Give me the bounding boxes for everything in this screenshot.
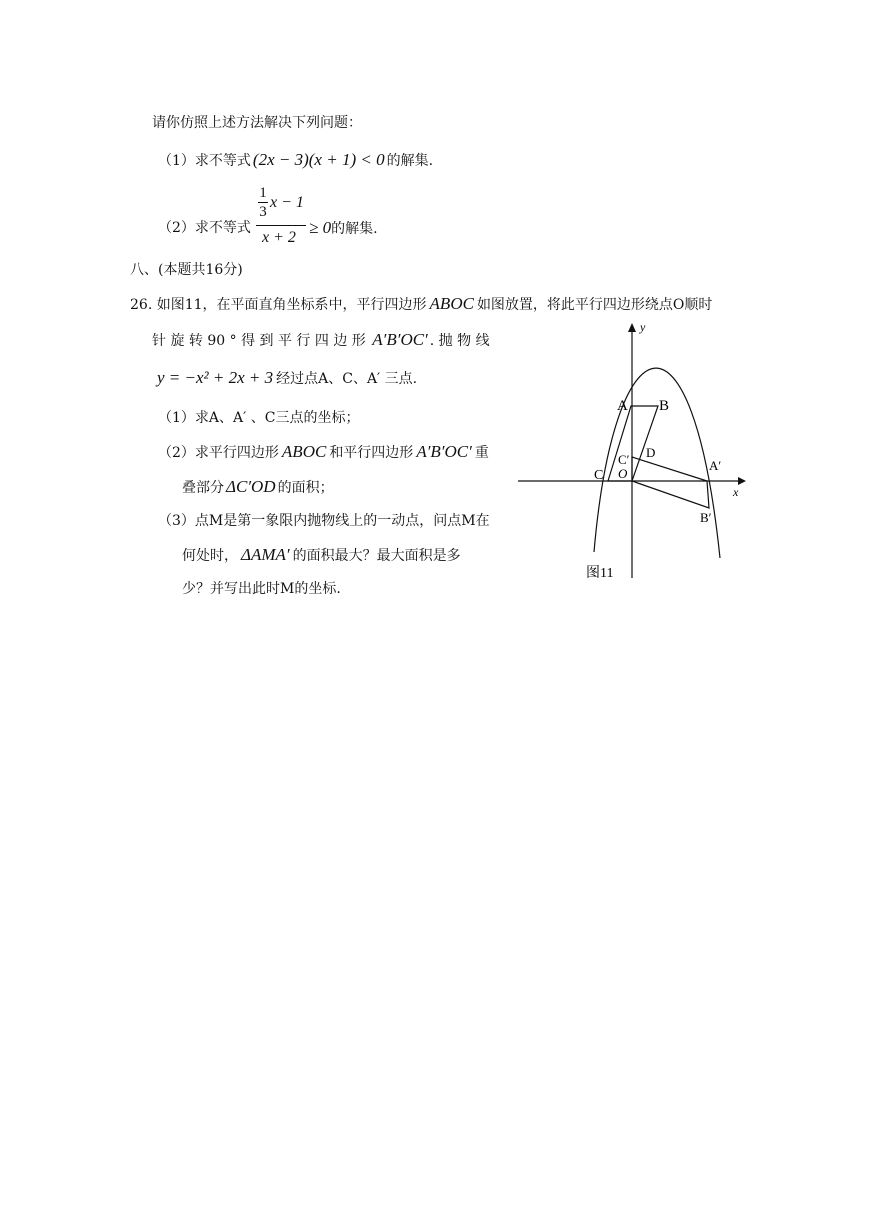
q25-part2-denominator: x + 2 <box>262 229 296 246</box>
q25-part2-one-third: 1 3 <box>259 185 267 220</box>
q25-part2-number: （2） <box>158 220 195 236</box>
q26-part3-triangle: ΔAMA′ <box>241 545 290 564</box>
q25-part2 <box>158 218 251 238</box>
label-x: x <box>733 485 739 499</box>
q26-stem-line3 <box>157 368 417 389</box>
q26-part2-prime: A′B′OC′ <box>416 442 472 461</box>
q25-part2-tail <box>309 218 378 239</box>
section-header: 八、(本题共16分) <box>130 262 243 278</box>
figure-11-svg <box>516 320 748 582</box>
intro-text: 请你仿照上述方法解决下列问题： <box>152 115 362 131</box>
q26-part2-mid: 和平行四边形 <box>329 445 414 461</box>
q26-part2-line2-post: 的面积； <box>277 480 334 496</box>
label-a: A <box>617 398 628 414</box>
q26-stem-prime: A′B′OC′ <box>372 330 428 349</box>
q25-part1-post: 的解集. <box>386 153 434 169</box>
label-b-prime: B′ <box>700 510 712 525</box>
q26-part2-pre: （2）求平行四边形 <box>158 445 279 461</box>
q26-stem-3: 针 旋 转 90 ° 得 到 平 行 四 边 形 <box>152 333 366 349</box>
q25-part1 <box>158 150 433 171</box>
q25-part2-fraction <box>256 184 308 254</box>
q26-part1: （1）求A、A′ 、C三点的坐标； <box>158 410 360 426</box>
q26-parabola: y = −x² + 2x + 3 <box>157 368 274 387</box>
q26-part2-line2 <box>182 477 334 498</box>
q26-part2-line2-pre: 叠部分 <box>182 480 224 496</box>
q26-part3-line2-pre: 何处时， <box>182 548 238 564</box>
q26-part3-line3: 少？并写出此时M的坐标. <box>182 581 341 597</box>
label-a-prime: A′ <box>709 458 722 473</box>
q26-part2-triangle: ΔC′OD <box>226 477 276 496</box>
q26-part3-line2-post: 的面积最大？最大面积是多 <box>292 548 461 564</box>
label-o: O <box>618 466 628 481</box>
q25-part2-relation: ≥ 0 <box>309 218 332 237</box>
figure-caption: 图11 <box>586 566 614 581</box>
q26-stem-4: . 抛 物 线 <box>429 333 490 349</box>
q26-part3-line2 <box>182 545 461 566</box>
q26-number: 26. <box>130 297 153 313</box>
q25-part2-numerator: x − 1 <box>270 194 304 211</box>
q26-stem-line1 <box>130 294 712 315</box>
label-b: B <box>659 398 670 414</box>
q26-part2-end: 重 <box>474 445 489 461</box>
q25-part2-post: 的解集. <box>331 221 378 237</box>
q25-part1-number: （1） <box>158 153 195 169</box>
q26-part2-line1 <box>158 442 489 463</box>
q26-part2-abo: ABOC <box>281 442 327 461</box>
q26-stem-line2 <box>152 330 490 351</box>
q26-part3-line1: （3）点M是第一象限内抛物线上的一动点，问点M在 <box>158 513 490 529</box>
q26-stem-2: 如图放置，将此平行四边形绕点O顺时 <box>476 297 713 313</box>
q25-part2-fraction-bar <box>256 225 306 226</box>
q26-stem-abo: ABOC <box>429 294 474 313</box>
q25-part1-expression: (2x − 3)(x + 1) < 0 <box>252 150 385 169</box>
figure-11 <box>516 320 748 582</box>
q26-stem-5: 经过点A、C、A′ 三点. <box>276 371 418 387</box>
label-c: C <box>594 468 604 483</box>
label-y: y <box>640 320 646 334</box>
q26-stem-1: 如图11，在平面直角坐标系中，平行四边形 <box>156 297 427 313</box>
label-c-prime: C′ <box>618 452 630 467</box>
q25-part1-pre: 求不等式 <box>194 153 251 169</box>
q25-part2-pre: 求不等式 <box>194 220 251 236</box>
label-d: D <box>646 445 656 460</box>
